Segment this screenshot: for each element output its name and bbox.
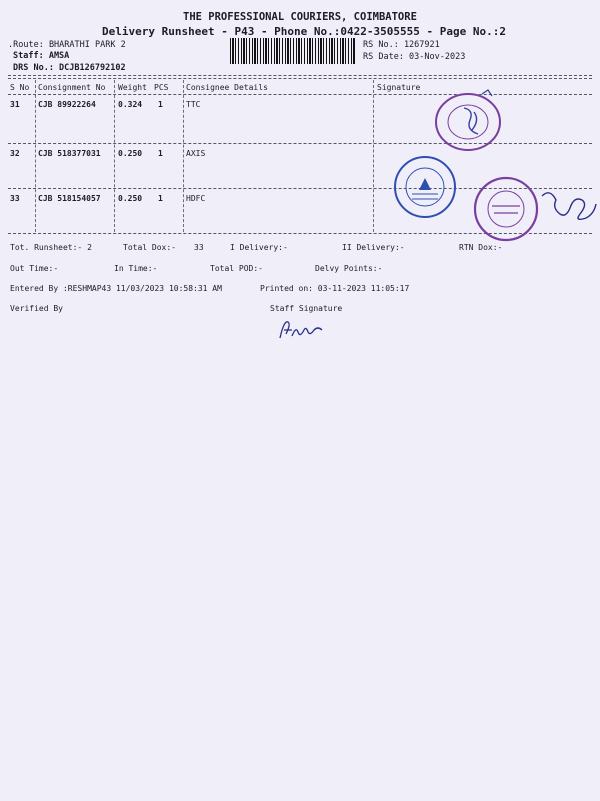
drs-number: DRS No.: DCJB126792102 [13, 63, 126, 73]
ttc-stamp [430, 86, 512, 156]
row-pcs: 1 [158, 100, 163, 109]
row-consignee: TTC [186, 100, 201, 109]
staff-signature-label: Staff Signature [270, 304, 343, 313]
staff-signature [276, 316, 336, 342]
table-top-rule [8, 75, 592, 76]
route-label: .Route: BHARATHI PARK 2 [8, 40, 126, 50]
col-divider [183, 80, 184, 232]
barcode [230, 38, 356, 64]
row-sno: 33 [10, 194, 20, 203]
col-header-weight: Weight [118, 83, 147, 92]
staff-label: Staff: AMSA [13, 51, 70, 61]
total-pod: Total POD:- [210, 264, 263, 273]
col-divider [35, 80, 36, 232]
row-weight: 0.324 [118, 100, 143, 109]
runsheet-title: Delivery Runsheet - P43 - Phone No.:0422-3505555 - Page No.:2 [102, 25, 506, 38]
row-pcs: 1 [158, 194, 163, 203]
table-top-rule-2 [8, 78, 592, 79]
row-pcs: 1 [158, 149, 163, 158]
total-dox-value: 33 [194, 243, 204, 252]
rs-date: RS Date: 03-Nov-2023 [363, 52, 466, 62]
row-consignment: CJB 89922264 [38, 100, 96, 109]
row-sno: 32 [10, 149, 20, 158]
i-delivery: I Delivery:- [230, 243, 288, 252]
row-weight: 0.250 [118, 149, 143, 158]
col-divider [373, 80, 374, 232]
in-time: In Time:- [114, 264, 158, 273]
rtn-dox: RTN Dox:- [459, 243, 503, 252]
out-time: Out Time:- [10, 264, 59, 273]
printed-on: Printed on: 03-11-2023 11:05:17 [260, 284, 410, 293]
verified-by: Verified By [10, 304, 63, 313]
col-header-pcs: PCS [154, 83, 169, 92]
row-weight: 0.250 [118, 194, 143, 203]
row-consignment: CJB 518377031 [38, 149, 101, 158]
row-consignment: CJB 518154057 [38, 194, 101, 203]
col-header-sno: S No [10, 83, 30, 92]
entered-by: Entered By :RESHMAP43 11/03/2023 10:58:31 AM [10, 284, 222, 293]
row-sno: 31 [10, 100, 20, 109]
tot-runsheet: Tot. Runsheet:- 2 [10, 243, 92, 252]
company-name: THE PROFESSIONAL COURIERS, COIMBATORE [183, 11, 417, 23]
col-header-consignment: Consignment No [38, 83, 106, 92]
delvy-points: Delvy Points:- [315, 264, 383, 273]
row-consignee: AXIS [186, 149, 206, 158]
col-divider [114, 80, 115, 232]
col-header-signature: Signature [377, 83, 421, 92]
col-header-consignee: Consignee Details [186, 83, 268, 92]
total-dox-label: Total Dox:- [123, 243, 176, 252]
row-consignee: HDFC [186, 194, 206, 203]
hdfc-bank-stamp [470, 176, 600, 242]
rs-number: RS No.: 1267921 [363, 40, 440, 50]
ii-delivery: II Delivery:- [342, 243, 405, 252]
axis-bank-stamp [392, 154, 458, 220]
